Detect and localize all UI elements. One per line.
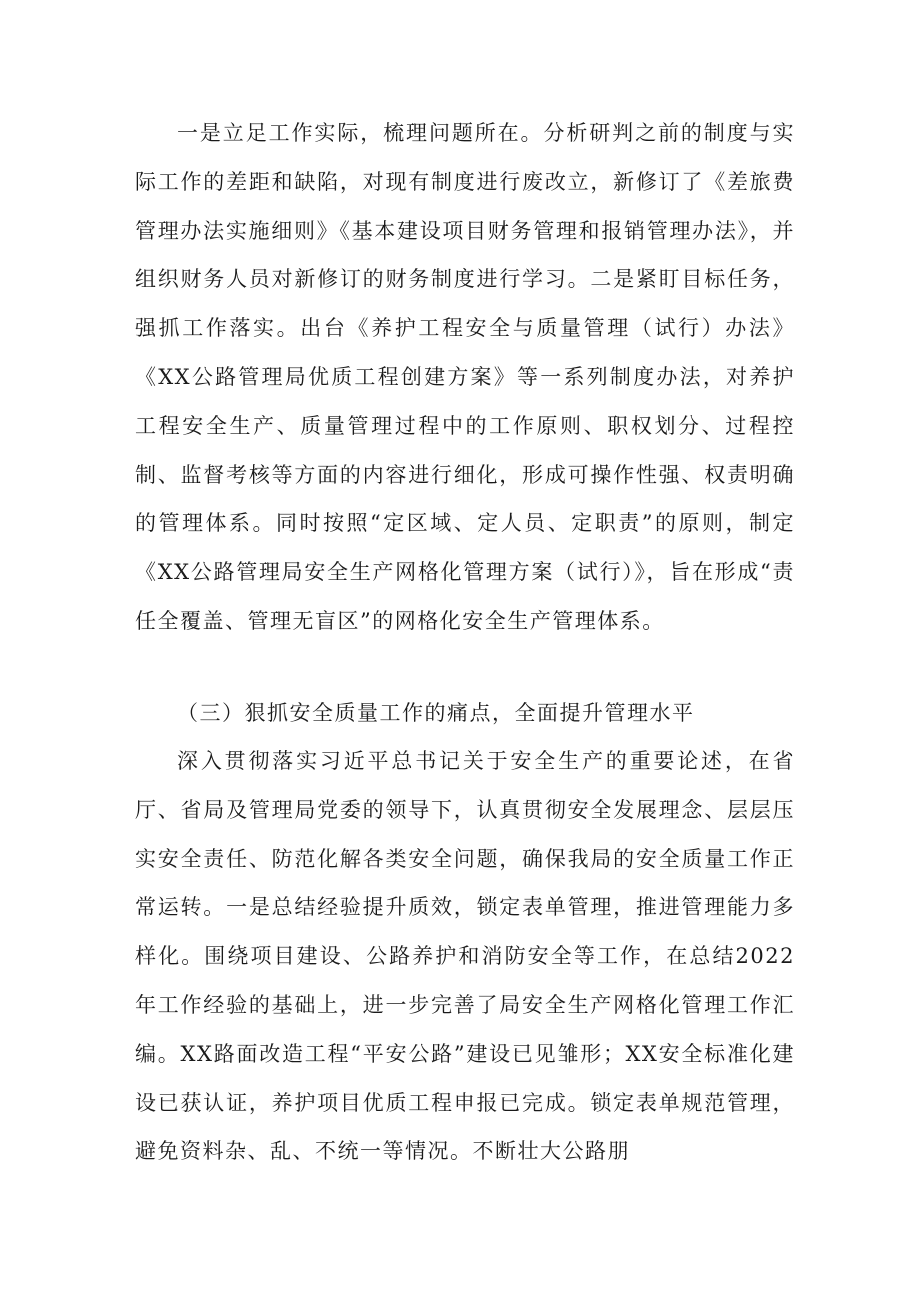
paragraph-2: 深入贯彻落实习近平总书记关于安全生产的重要论述，在省厅、省局及管理局党委的领导下，认真贯彻安全发展理念、层层压实安全责任、防范化解各类安全问题，确保我局的安全质量工作正常运转。一是总结经验提升质效，锁定表单管理，推进管理能力多样化。围绕项目建设、公路养护和消防安全等工作，在总结2022年工作经验的基础上，进一步完善了局安全生产网格化管理工作汇编。XX路面改造工程“平安公路”建设已见雏形；XX安全标准化建设已获认证，养护项目优质工程申报已完成。锁定表单规范管理，避免资料杂、乱、不统一等情况。不断壮大公路朋	[135, 749, 795, 1164]
body-section-1	[135, 109, 795, 646]
section-heading: （三）狠抓安全质量工作的痛点，全面提升管理水平	[177, 701, 695, 725]
body-section-2	[135, 737, 795, 1176]
paragraph-1: 一是立足工作实际，梳理问题所在。分析研判之前的制度与实际工作的差距和缺陷，对现有制度进行废改立，新修订了《差旅费管理办法实施细则》《基本建设项目财务管理和报销管理办法》，并组织财务人员对新修订的财务制度进行学习。二是紧盯目标任务，强抓工作落实。出台《养护工程安全与质量管理（试行）办法》《XX公路管理局优质工程创建方案》等一系列制度办法，对养护工程安全生产、质量管理过程中的工作原则、职权划分、过程控制、监督考核等方面的内容进行细化，形成可操作性强、权责明确的管理体系。同时按照“定区域、定人员、定职责”的原则，制定《XX公路管理局安全生产网格化管理方案（试行）》，旨在形成“责任全覆盖、管理无盲区”的网格化安全生产管理体系。	[135, 121, 795, 633]
